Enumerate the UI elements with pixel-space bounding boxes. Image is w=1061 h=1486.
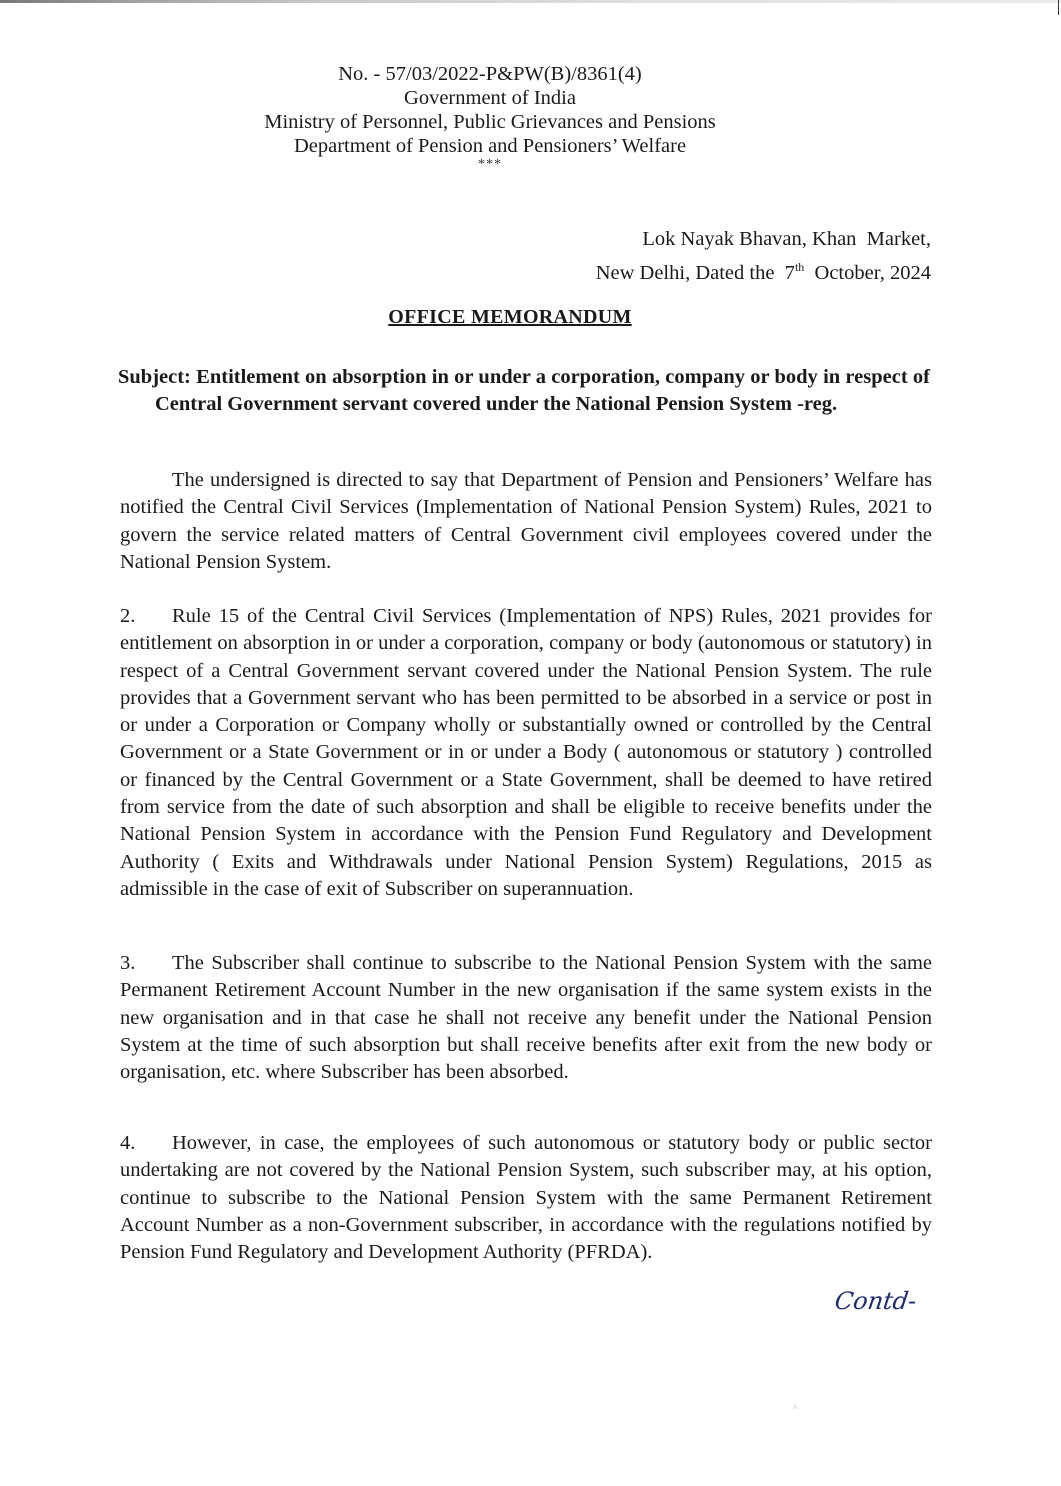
paragraph-2-text: Rule 15 of the Central Civil Services (Implementation of NPS) Rules, 2021 provides for entitlement on absorption in or under a corporation, company or body (autonomous or statutory) in respect of a Central Government servant covered under the National Pension System. The rule provides that a Government servant who has been permitted to be absorbed in a service or post in or under a Corporation or Company wholly or substantially owned or controlled by the Central Government or a State Government or in or under a Body ( autonomous or statutory ) controlled or financed by the Central Government or a State Government, shall be deemed to have retired from service from the date of such absorption and shall be eligible to receive benefits under the National Pension System in accordance with the Pension Fund Regulatory and Development Authority ( Exits and Withdrawals under National Pension System) Regulations, 2015 as admissible in the case of exit of Subscriber on superannuation. xyxy=(120,605,932,900)
paragraph-1 xyxy=(120,467,932,576)
subject-text: Entitlement on absorption in or under a corporation, company or body in respect of Central Government servant covered under the National Pension System -reg. xyxy=(155,366,931,415)
address-block xyxy=(596,225,931,287)
scan-edge-right xyxy=(1058,0,1059,15)
header-ministry: Ministry of Personnel, Public Grievances and Pensions xyxy=(264,111,716,133)
paragraph-4 xyxy=(120,1130,932,1266)
handwritten-contd-note: Contd- xyxy=(833,1287,919,1315)
paragraph-1-text: The undersigned is directed to say that Department of Pension and Pensioners’ Welfare has notified the Central Civil Services (Implementation of National Pension System) Rules, 2021 to govern the service related matters of Central Government civil employees covered under the National Pension System. xyxy=(120,469,932,573)
date-month-year: October, 2024 xyxy=(804,261,931,284)
paragraph-3-text: The Subscriber shall continue to subscribe to the National Pension System with the same Permanent Retirement Account Number in the new organisation if the same system exists in the new organisation and in that case he shall not receive any benefit under the National Pension System at the time of such absorption but shall receive benefits after exit from the new body or organisation, etc. where Subscriber has been absorbed. xyxy=(120,952,932,1084)
paragraph-2 xyxy=(120,603,932,903)
memo-title: OFFICE MEMORANDUM xyxy=(388,306,632,328)
date-prefix: New Delhi, Dated the 7 xyxy=(595,261,795,284)
header-separator: *** xyxy=(478,157,502,172)
subject-label: Subject: xyxy=(118,366,191,388)
reference-number: No. - 57/03/2022-P&PW(B)/8361(4) xyxy=(338,63,642,85)
address-line-2 xyxy=(596,253,931,287)
header-government: Government of India xyxy=(404,87,576,109)
scan-speck: ^ xyxy=(793,1403,798,1413)
address-line-1: Lok Nayak Bhavan, Khan Market, xyxy=(642,228,931,250)
letterhead xyxy=(0,62,980,172)
paragraph-4-text: However, in case, the employees of such autonomous or statutory body or public sector undertaking are not covered by the National Pension System, such subscriber may, at his option, continue to subscribe to the National Pension System with the same Permanent Retirement Account Number as a non-Government subscriber, in accordance with the regulations notified by Pension Fund Regulatory and Development Authority (PFRDA). xyxy=(120,1132,932,1264)
paragraph-2-number: 2. xyxy=(120,605,136,627)
date-suffix-sup: th xyxy=(794,260,805,274)
subject-block xyxy=(118,364,930,418)
header-department: Department of Pension and Pensioners’ Welfare xyxy=(293,135,687,157)
scan-edge-top xyxy=(0,0,1061,3)
paragraph-3 xyxy=(120,950,932,1086)
paragraph-3-number: 3. xyxy=(120,952,136,974)
paragraph-4-number: 4. xyxy=(120,1132,136,1154)
